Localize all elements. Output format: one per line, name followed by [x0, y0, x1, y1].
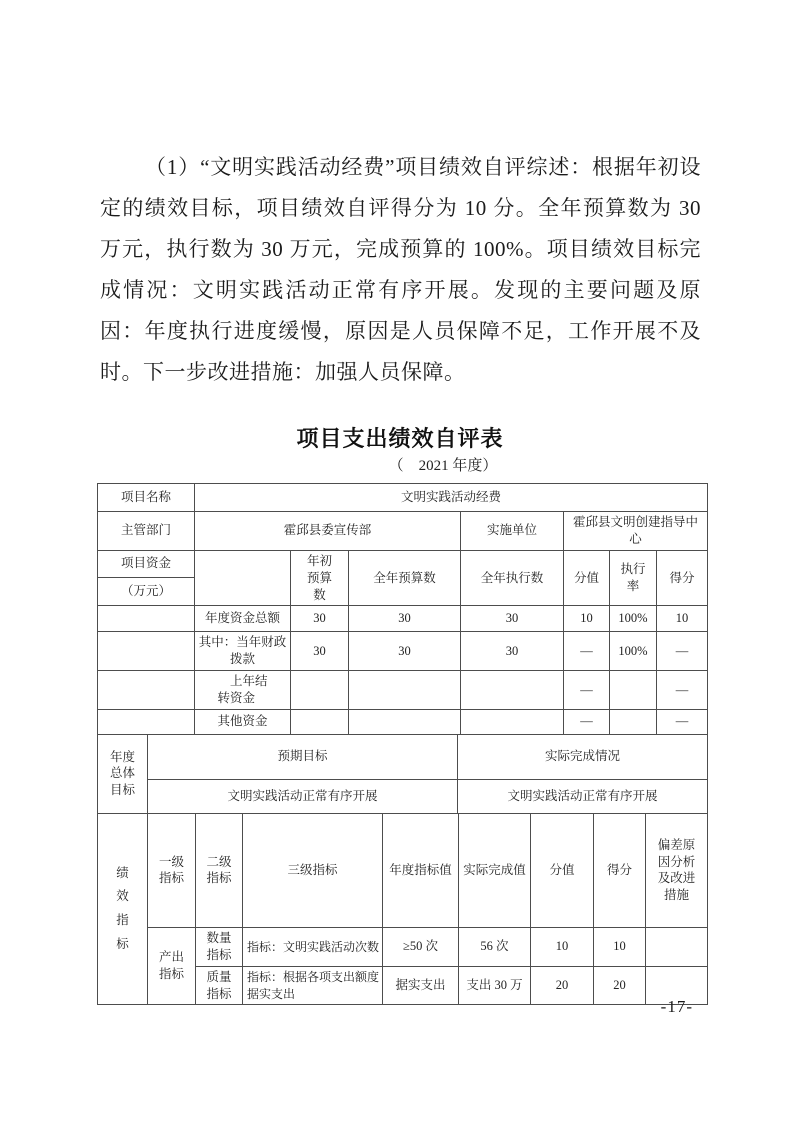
cell-deviation [646, 927, 708, 966]
table-title: 项目支出绩效自评表 [296, 426, 504, 451]
funds-header-executed: 全年执行数 [461, 550, 564, 606]
funds-row-label: 其他资金 [195, 709, 291, 734]
annual-goal-label [98, 734, 148, 813]
level1-group [148, 927, 196, 1005]
cell-score-value: — [564, 709, 610, 734]
goal-actual-header: 实际完成情况 [458, 734, 708, 779]
cell-actual-value: 支出 30 万 [459, 966, 531, 1005]
funds-row-carryover [98, 671, 708, 710]
header-annual-value: 年度指标值 [383, 813, 459, 927]
cell-exec-rate [610, 671, 657, 710]
cell-score: 10 [594, 927, 646, 966]
self-evaluation-table [97, 483, 708, 1005]
funds-row-spacer [98, 632, 195, 671]
goal-header-row [98, 734, 708, 779]
header-level1 [148, 813, 196, 927]
funds-row-fiscal [98, 632, 708, 671]
header-deviation-text: 偏差原因分析及改进措施 [657, 837, 696, 903]
header-score: 得分 [594, 813, 646, 927]
cell-score: — [657, 632, 708, 671]
funds-header-annual-budget: 全年预算数 [349, 550, 461, 606]
dept-value: 霍邱县委宣传部 [195, 512, 461, 551]
cell-score-value: 10 [531, 927, 594, 966]
cell-level2 [196, 927, 243, 966]
goal-actual-value: 文明实践活动正常有序开展 [458, 779, 708, 813]
cell-annual-budget [349, 709, 461, 734]
goal-value-row [98, 779, 708, 813]
funds-header-exec-rate-text: 执行率 [620, 562, 646, 594]
cell-exec-rate [610, 709, 657, 734]
cell-initial [291, 671, 349, 710]
page-number: -17- [660, 997, 693, 1016]
project-name-label: 项目名称 [98, 484, 195, 512]
annual-goal-table [97, 734, 708, 814]
summary-paragraph: （1）“文明实践活动经费”项目绩效自评综述：根据年初设定的绩效目标，项目绩效自评得分为 10 分。全年预算数为 30 万元，执行数为 30 万元，完成预算的 100%。项目绩效目标完成情况：文明实践活动正常有序开展。发现的主要问题及原因：年度执行进度缓慢，原因是人员保障不足，工作开展不及时。下一步改进措施：加强人员保障。 [100, 155, 701, 384]
project-name-value: 文明实践活动经费 [195, 484, 708, 512]
row-project-name [98, 484, 708, 512]
cell-annual-budget [349, 671, 461, 710]
header-deviation [646, 813, 708, 927]
cell-exec-rate: 100% [610, 606, 657, 632]
cell-annual-budget: 30 [349, 632, 461, 671]
cell-score: — [657, 671, 708, 710]
unit-value [564, 512, 708, 551]
cell-score-value: 20 [531, 966, 594, 1005]
unit-value-text: 霍邱县文明创建指导中心 [572, 515, 698, 546]
indicators-label [98, 813, 148, 1005]
cell-level3: 指标：文明实践活动次数 [243, 927, 383, 966]
cell-score-value: — [564, 671, 610, 710]
unit-label: 实施单位 [461, 512, 564, 551]
cell-score-value: — [564, 632, 610, 671]
header-level1-text: 一级指标 [158, 854, 184, 886]
funds-header-row-1 [98, 550, 708, 577]
header-level2 [196, 813, 243, 927]
cell-level2-text: 数量指标 [206, 930, 232, 962]
cell-executed: 30 [461, 632, 564, 671]
funds-row-spacer [98, 671, 195, 710]
funds-header-score: 得分 [657, 550, 708, 606]
cell-score: 20 [594, 966, 646, 1005]
cell-initial: 30 [291, 606, 349, 632]
cell-level2 [196, 966, 243, 1005]
indicators-header-row [98, 813, 708, 927]
funds-row-label [195, 671, 291, 710]
table-subtitle: （ 2021 年度） [388, 458, 498, 474]
annual-goal-label-text: 年度总体目标 [109, 749, 135, 798]
funds-header-exec-rate [610, 550, 657, 606]
row-departments [98, 512, 708, 551]
indicator-row-quantity [98, 927, 708, 966]
cell-annual-value: 据实支出 [383, 966, 459, 1005]
cell-score: — [657, 709, 708, 734]
goal-expected-header: 预期目标 [148, 734, 458, 779]
funds-row-label: 年度资金总额 [195, 606, 291, 632]
cell-score: 10 [657, 606, 708, 632]
funds-table [97, 550, 708, 735]
header-level2-text: 二级指标 [206, 854, 232, 886]
cell-initial: 30 [291, 632, 349, 671]
cell-annual-budget: 30 [349, 606, 461, 632]
funds-label-line2: （万元） [98, 577, 195, 606]
cell-executed [461, 709, 564, 734]
dept-label: 主管部门 [98, 512, 195, 551]
header-actual-value: 实际完成值 [459, 813, 531, 927]
cell-score-value: 10 [564, 606, 610, 632]
header-level3: 三级指标 [243, 813, 383, 927]
indicators-table [97, 813, 708, 1006]
cell-executed [461, 671, 564, 710]
funds-row-label: 其中：当年财政拨款 [195, 632, 291, 671]
funds-empty-cell [195, 550, 291, 606]
header-score-value: 分值 [531, 813, 594, 927]
funds-header-initial-text: 年初预算数 [306, 553, 332, 602]
funds-header-initial [291, 550, 349, 606]
funds-row-total [98, 606, 708, 632]
funds-row-other [98, 709, 708, 734]
cell-level2-text: 质量指标 [206, 969, 232, 1001]
cell-annual-value: ≥50 次 [383, 927, 459, 966]
funds-row-spacer [98, 709, 195, 734]
funds-label-line1: 项目资金 [98, 550, 195, 577]
funds-row-label-text: 上年结转资金 [217, 674, 268, 705]
cell-level3: 指标：根据各项支出额度据实支出 [243, 966, 383, 1005]
cell-initial [291, 709, 349, 734]
indicators-label-text: 绩效指标 [116, 865, 129, 951]
cell-exec-rate: 100% [610, 632, 657, 671]
funds-header-score-value: 分值 [564, 550, 610, 606]
funds-row-spacer [98, 606, 195, 632]
level1-group-text: 产出指标 [158, 950, 184, 982]
cell-actual-value: 56 次 [459, 927, 531, 966]
cell-executed: 30 [461, 606, 564, 632]
goal-expected-value: 文明实践活动正常有序开展 [148, 779, 458, 813]
basic-info-table [97, 483, 708, 551]
